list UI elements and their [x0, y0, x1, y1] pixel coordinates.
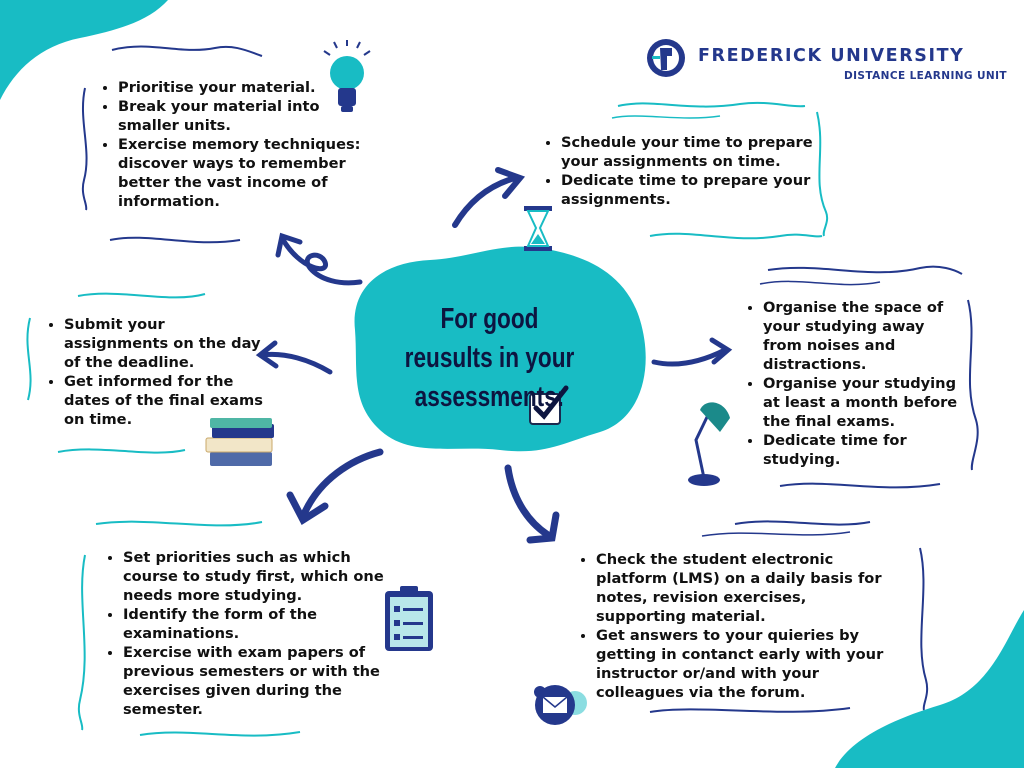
section-deadlines [44, 315, 264, 429]
unit-name: DISTANCE LEARNING UNIT [844, 70, 1007, 82]
clipboard-checklist-icon [385, 586, 433, 651]
desk-lamp-icon [688, 402, 730, 486]
arrow-to-bottom-right [508, 468, 556, 540]
center-title: For good reusults in your assessments: [404, 303, 575, 413]
list-item: • Dedicate time to prepare your assignments. [561, 171, 816, 209]
list-item: • Schedule your time to prepare your assignments on time. [561, 133, 816, 171]
arrow-to-bottom-left [290, 452, 380, 520]
section-schedule [541, 133, 816, 209]
list-item: • Break your material into smaller units. [118, 97, 368, 135]
arrow-to-left [260, 343, 330, 372]
section-space [743, 298, 958, 469]
university-logo-icon [647, 39, 685, 77]
list-item: • Get answers to your quieries by getting in contanct early with your instructor or/and with your colleagues via the forum. [596, 626, 896, 702]
list-item: • Get informed for the dates of the final exams on time. [64, 372, 264, 429]
list-item: • Set priorities such as which course to study first, which one needs more studying. [123, 548, 385, 605]
section-priorities [103, 548, 385, 719]
arrow-to-top-right [455, 170, 520, 225]
arrow-to-top-left [278, 236, 360, 283]
hourglass-icon [524, 206, 552, 251]
section-platform [576, 550, 896, 702]
list-item: • Submit your assignments on the day of the deadline. [64, 315, 264, 372]
section-memory [98, 78, 368, 211]
list-item: • Exercise memory techniques: discover ways to remember better the vast income of information. [118, 135, 368, 211]
arrow-to-right [654, 340, 728, 364]
list-item: • Identify the form of the examinations. [123, 605, 385, 643]
list-item: • Prioritise your material. [118, 78, 368, 97]
university-name: FREDERICK UNIVERSITY [698, 46, 965, 66]
list-item: • Organise the space of your studying away from noises and distractions. [763, 298, 958, 374]
list-item: • Check the student electronic platform (LMS) on a daily basis for notes, revision exercises, supporting material. [596, 550, 896, 626]
list-item: • Exercise with exam papers of previous semesters or with the exercises given during the semester. [123, 643, 385, 719]
list-item: • Organise your studying at least a month before the final exams. [763, 374, 958, 431]
list-item: • Dedicate time for studying. [763, 431, 958, 469]
